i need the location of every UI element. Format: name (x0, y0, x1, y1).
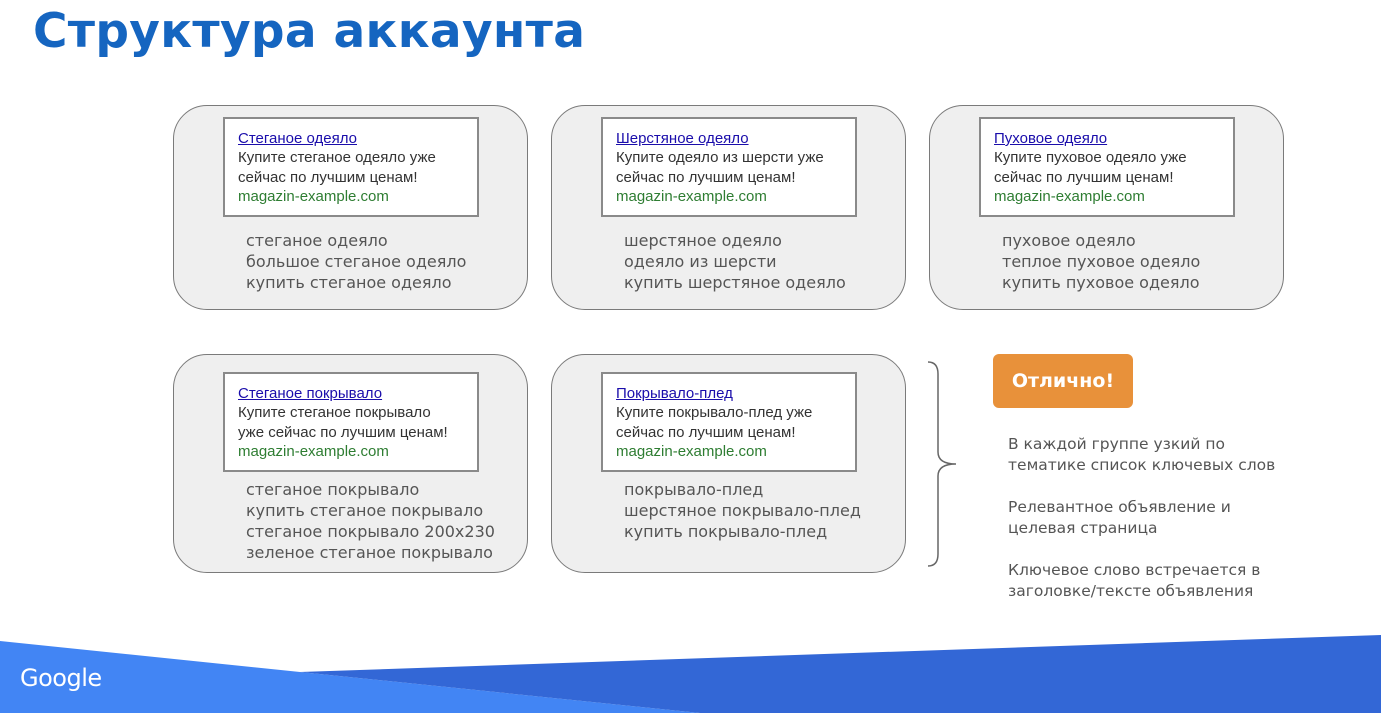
curly-bracket-icon (924, 360, 960, 570)
ad-display-url: magazin-example.com (994, 188, 1145, 205)
keyword-item: купить покрывало-плед (624, 522, 828, 541)
text-ad-preview (601, 372, 857, 472)
ad-description-line: сейчас по лучшим ценам! (616, 423, 796, 441)
slide-title: Структура аккаунта (33, 4, 586, 59)
keyword-item: пуховое одеяло (1002, 231, 1136, 250)
keyword-item: купить стеганое одеяло (246, 273, 452, 292)
keyword-item: стеганое покрывало 200х230 (246, 522, 495, 541)
text-ad-preview (979, 117, 1235, 217)
notes-list (1008, 434, 1308, 623)
text-ad-preview (223, 372, 479, 472)
ad-display-url: magazin-example.com (238, 188, 389, 205)
keyword-item: купить пуховое одеяло (1002, 273, 1200, 292)
ad-headline-link[interactable]: Шерстяное одеяло (616, 130, 749, 147)
keyword-item: стеганое одеяло (246, 231, 388, 250)
ad-group-card (173, 354, 528, 573)
keyword-item: теплое пуховое одеяло (1002, 252, 1201, 271)
ad-description-line: Купите пуховое одеяло уже (994, 149, 1187, 166)
note-item (1008, 434, 1308, 476)
keyword-item: купить стеганое покрывало (246, 501, 484, 520)
note-line: заголовке/тексте объявления (1008, 582, 1254, 600)
keyword-list (624, 230, 846, 293)
ad-display-url: magazin-example.com (616, 443, 767, 460)
keyword-item: покрывало-плед (624, 480, 764, 499)
ad-headline-link[interactable]: Пуховое одеяло (994, 130, 1108, 147)
ad-description-line: Купите стеганое одеяло уже (238, 149, 436, 166)
note-line: целевая страница (1008, 519, 1158, 537)
ad-headline-link[interactable]: Стеганое одеяло (238, 130, 357, 147)
keyword-item: одеяло из шерсти (624, 252, 777, 271)
text-ad-preview (601, 117, 857, 217)
note-line: В каждой группе узкий по (1008, 435, 1225, 453)
ad-description-line: уже сейчас по лучшим ценам! (238, 423, 448, 441)
note-line: Ключевое слово встречается в (1008, 561, 1261, 579)
keyword-item: купить шерстяное одеяло (624, 273, 846, 292)
ad-description-line: Купите стеганое покрывало (238, 404, 431, 421)
keyword-list (624, 479, 861, 542)
note-item (1008, 497, 1308, 539)
keyword-item: шерстяное одеяло (624, 231, 782, 250)
keyword-item: шерстяное покрывало-плед (624, 501, 861, 520)
ad-description-line: сейчас по лучшим ценам! (238, 168, 418, 186)
ad-description-line: сейчас по лучшим ценам! (616, 168, 796, 186)
note-item (1008, 560, 1308, 602)
ad-description-line: Купите одеяло из шерсти уже (616, 149, 824, 166)
ad-group-card (551, 354, 906, 573)
ad-description-line: Купите покрывало-плед уже (616, 404, 813, 421)
note-line: Релевантное объявление и (1008, 498, 1231, 516)
ad-group-card (929, 105, 1284, 310)
excellent-badge: Отлично! (993, 354, 1133, 408)
google-logo: Google (20, 664, 102, 692)
footer-band (0, 630, 1381, 713)
keyword-list (246, 479, 495, 563)
ad-description-line: сейчас по лучшим ценам! (994, 168, 1174, 186)
keyword-item: зеленое стеганое покрывало (246, 543, 493, 562)
keyword-list (246, 230, 466, 293)
keyword-item: стеганое покрывало (246, 480, 420, 499)
ad-group-card (551, 105, 906, 310)
ad-display-url: magazin-example.com (616, 188, 767, 205)
ad-headline-link[interactable]: Стеганое покрывало (238, 385, 383, 402)
ad-group-card (173, 105, 528, 310)
text-ad-preview (223, 117, 479, 217)
ad-headline-link[interactable]: Покрывало-плед (616, 385, 733, 402)
note-line: тематике список ключевых слов (1008, 456, 1276, 474)
keyword-item: большое стеганое одеяло (246, 252, 467, 271)
keyword-list (1002, 230, 1200, 293)
ad-display-url: magazin-example.com (238, 443, 389, 460)
